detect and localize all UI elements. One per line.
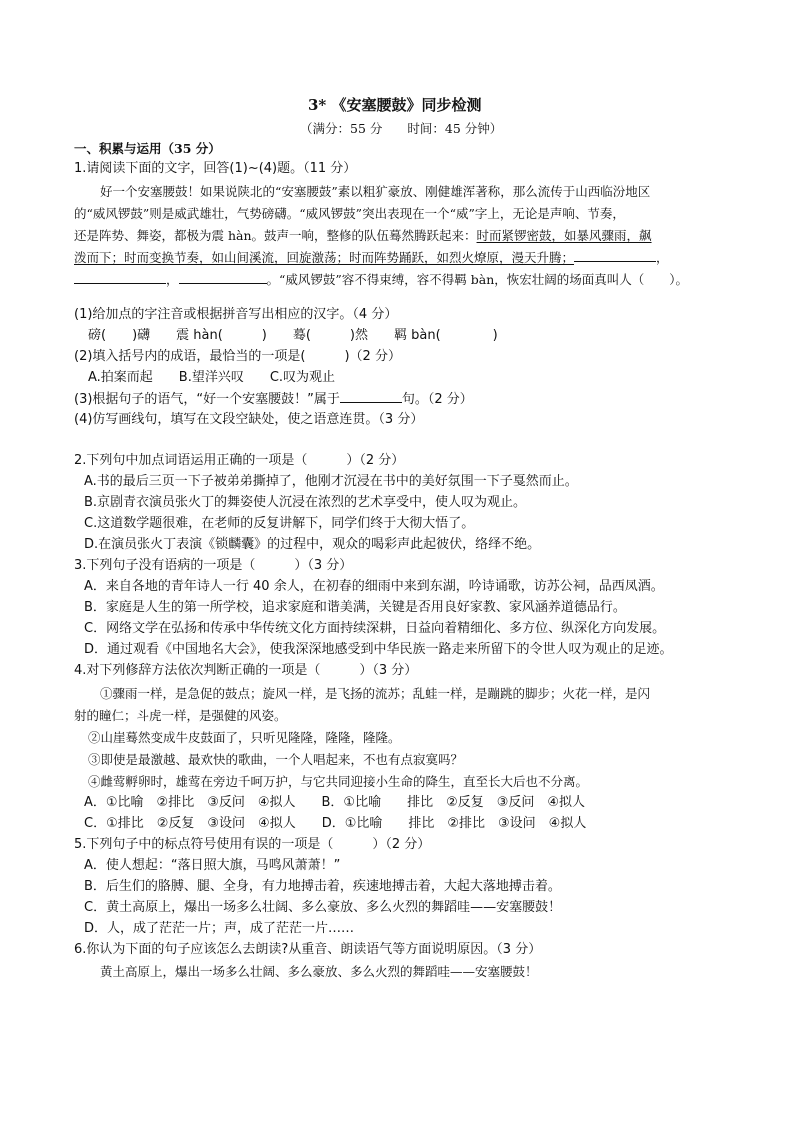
q1-sep: ， bbox=[166, 272, 179, 287]
q1-3-stem bbox=[74, 390, 473, 408]
q1-2-options[interactable]: A.拍案而起 B.望洋兴叹 C.叹为观止 bbox=[88, 370, 336, 385]
q2-option-a[interactable]: A.书的最后三页一下子被弟弟撕掉了，他刚才沉浸在书中的美好氛围一下子戛然而止。 bbox=[84, 474, 578, 489]
q6-stem: 6.你认为下面的句子应该怎么去朗读?从重音、朗读语气等方面说明原因。（3 分） bbox=[74, 942, 542, 957]
q1-3-text-a: (3)根据句子的语气，“好一个安塞腰鼓！”属于 bbox=[74, 392, 340, 407]
q5-option-b[interactable]: B．后生们的胳膊、腿、全身，有力地搏击着，疾速地搏击着，大起大落地搏击着。 bbox=[84, 879, 561, 894]
q2-stem: 2.下列句中加点词语运用正确的一项是（ ）（2 分） bbox=[74, 453, 405, 468]
q5-option-c[interactable]: C．黄土高原上，爆出一场多么壮阔、多么豪放、多么火烈的舞蹈哇——安塞腰鼓！ bbox=[84, 900, 562, 915]
q1-3-text-b: 句。（2 分） bbox=[401, 392, 473, 407]
q5-option-d[interactable]: D．人，成了茫茫一片；声，成了茫茫一片…… bbox=[84, 921, 355, 936]
q1-comma: ， bbox=[656, 250, 669, 265]
q1-4-stem: (4)仿写画线句，填写在文段空缺处，使之语意连贯。（3 分） bbox=[74, 412, 424, 427]
q1-passage-line-5 bbox=[74, 271, 688, 288]
section-heading: 一、积累与运用（35 分） bbox=[74, 141, 221, 156]
q1-1-items[interactable]: 磅( )礴 震 hàn( ) 蓦( )然 羁 bàn( ) bbox=[88, 328, 498, 343]
answer-blank[interactable] bbox=[179, 271, 267, 284]
q2-option-c[interactable]: C.这道数学题很难，在老师的反复讲解下，同学们终于大彻大悟了。 bbox=[84, 516, 475, 531]
q1-passage-line-5-text: 。“威风锣鼓”容不得束缚，容不得羁 bàn，恢宏壮阔的场面真叫人（ ）。 bbox=[266, 272, 689, 287]
q3-option-a[interactable]: A．来自各地的青年诗人一行 40 余人，在初春的细雨中来到东湖，吟诗诵歌，访苏公祠，品西凤酒。 bbox=[84, 579, 664, 594]
page-title: 3* 《安塞腰鼓》同步检测 bbox=[308, 96, 482, 114]
q2-option-d[interactable]: D.在演员张火丁表演《锁麟囊》的过程中，观众的喝彩声此起彼伏，络绎不绝。 bbox=[84, 537, 541, 552]
q5-option-a[interactable]: A．使人想起：“落日照大旗，马鸣风萧萧！” bbox=[84, 858, 341, 873]
q3-option-b[interactable]: B．家庭是人生的第一所学校，追求家庭和谐美满，关键是否用良好家教、家风涵养道德品行。 bbox=[84, 600, 626, 615]
q4-sentence-1a: ①骤雨一样，是急促的鼓点；旋风一样，是飞扬的流苏；乱蛙一样，是蹦跳的脚步；火花一样，是闪 bbox=[100, 686, 651, 701]
q4-sentence-4: ④雌莺孵卵时，雄莺在旁边千呵万护，与它共同迎接小生命的降生，直至长大后也不分离。 bbox=[88, 774, 589, 789]
q1-1-stem: (1)给加点的字注音或根据拼音写出相应的汉字。（4 分） bbox=[74, 307, 398, 322]
q4-options-ab[interactable]: A．①比喻 ②排比 ③反问 ④拟人 B．①比喻 排比 ②反复 ③反问 ④拟人 bbox=[84, 795, 586, 810]
q4-sentence-2: ②山崖蓦然变成牛皮鼓面了，只听见隆隆，隆隆，隆隆。 bbox=[88, 730, 401, 745]
q2-option-b[interactable]: B.京剧青衣演员张火丁的舞姿使人沉浸在浓烈的艺术享受中，使人叹为观止。 bbox=[84, 495, 527, 510]
page-subtitle: （满分：55 分 时间：45 分钟） bbox=[300, 121, 503, 136]
q6-quote: 黄土高原上，爆出一场多么壮阔、多么豪放、多么火烈的舞蹈哇——安塞腰鼓！ bbox=[100, 964, 538, 979]
answer-blank[interactable] bbox=[574, 249, 656, 262]
answer-blank[interactable] bbox=[74, 271, 166, 284]
q4-sentence-1b: 射的瞳仁；斗虎一样，是强健的风姿。 bbox=[74, 708, 287, 723]
q1-passage-line-2: 的“威风锣鼓”则是威武雄壮，气势磅礴。“威风锣鼓”突出表现在一个“威”字上，无论是声响、节奏， bbox=[74, 206, 625, 221]
q5-stem: 5.下列句子中的标点符号使用有误的一项是（ ）（2 分） bbox=[74, 837, 431, 852]
q1-passage-line-4 bbox=[74, 249, 669, 266]
q1-passage-line-3-text: 还是阵势、舞姿，都极为震 hàn。鼓声一响，整修的队伍蓦然腾跃起来： bbox=[74, 228, 477, 243]
q3-stem: 3.下列句子没有语病的一项是（ ）（3 分） bbox=[74, 558, 353, 573]
underlined-sentence: 时而紧锣密鼓，如暴风骤雨，飙 bbox=[476, 228, 652, 243]
q4-options-cd[interactable]: C．①排比 ②反复 ③设问 ④拟人 D．①比喻 排比 ②排比 ③设问 ④拟人 bbox=[84, 816, 587, 831]
q1-passage-line-1: 好一个安塞腰鼓！如果说陕北的“安塞腰鼓”素以粗犷豪放、刚健雄浑著称，那么流传于山西临汾地区 bbox=[100, 184, 651, 199]
q1-2-stem: (2)填入括号内的成语，最恰当的一项是( )（2 分） bbox=[74, 349, 401, 364]
underlined-sentence-cont: 泼而下；时而变换节奏，如山间溪流，回旋激荡；时而阵势踊跃，如烈火燎原，漫天升腾； bbox=[74, 250, 575, 265]
q4-sentence-3: ③即使是最激越、最欢快的歌曲，一个人唱起来，不也有点寂寞吗？ bbox=[88, 752, 464, 767]
q1-passage-line-3 bbox=[74, 227, 652, 244]
q4-stem: 4.对下列修辞方法依次判断正确的一项是（ ）（3 分） bbox=[74, 663, 418, 678]
q3-option-c[interactable]: C．网络文学在弘扬和传承中华传统文化方面持续深耕，日益向着精细化、多方位、纵深化方向发展。 bbox=[84, 621, 666, 636]
q1-stem: 1.请阅读下面的文字，回答(1)~(4)题。（11 分） bbox=[74, 161, 357, 176]
answer-blank[interactable] bbox=[340, 390, 402, 403]
q3-option-d[interactable]: D．通过观看《中国地名大会》，使我深深地感受到中华民族一路走来所留下的令世人叹为观止的足迹。 bbox=[84, 642, 673, 657]
